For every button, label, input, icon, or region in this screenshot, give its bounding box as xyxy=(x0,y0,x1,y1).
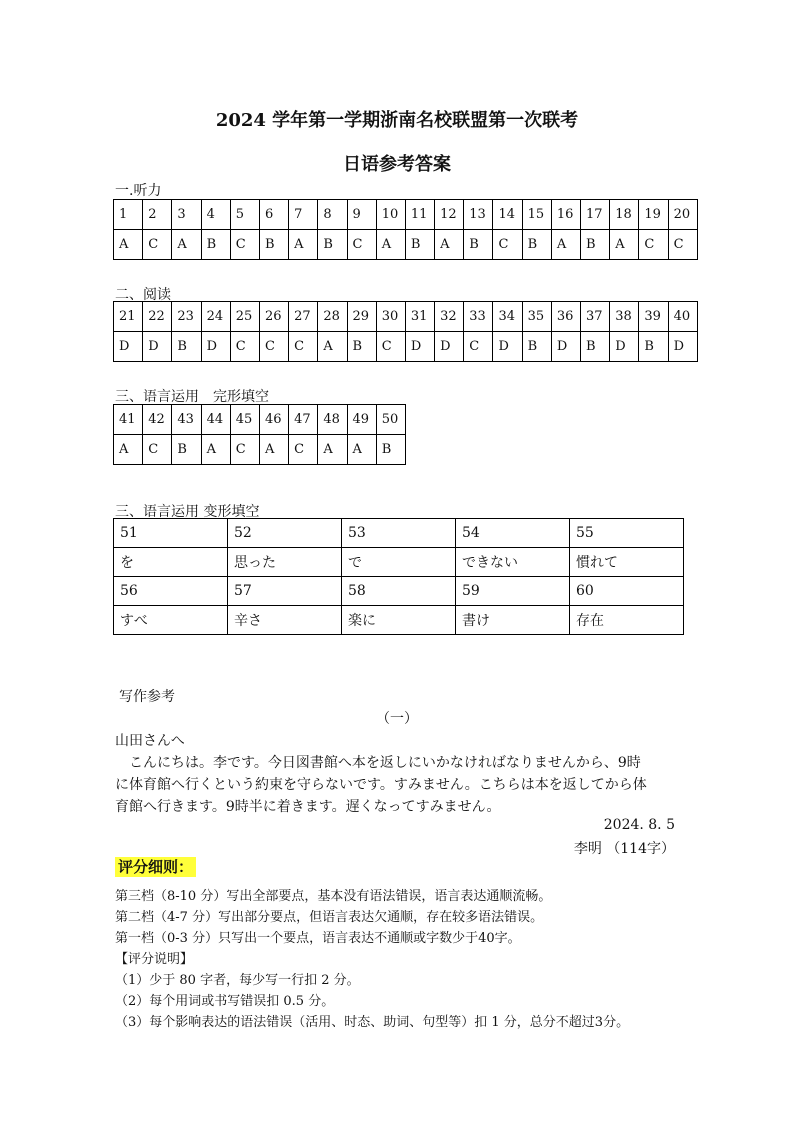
transform-question-number: 55 xyxy=(570,519,684,548)
transform-answer-cell: で xyxy=(342,548,456,577)
cloze-answer-cell: A xyxy=(259,435,288,465)
cloze-answer-table xyxy=(113,404,406,465)
transform-answer-cell: 存在 xyxy=(570,606,684,635)
reading-question-number: 30 xyxy=(376,302,405,332)
scoring-line-1: 第三档（8-10 分）写出全部要点，基本没有语法错误，语言表达通顺流畅。 xyxy=(115,889,552,904)
reading-question-number: 38 xyxy=(610,302,639,332)
transform-answer-table xyxy=(113,518,684,635)
cloze-answer-cell: C xyxy=(230,435,259,465)
cloze-question-number: 44 xyxy=(201,405,230,435)
section-cloze-label: 三、语言运用 完形填空 xyxy=(115,389,269,405)
cloze-question-number: 41 xyxy=(114,405,143,435)
section-transform-label: 三、语言运用 变形填空 xyxy=(115,504,260,520)
reading-answer-cell: D xyxy=(493,332,522,362)
scoring-line-6: （2）每个用词或书写错误扣 0.5 分。 xyxy=(115,994,335,1009)
letter-salutation: 山田さんへ xyxy=(115,733,185,749)
scoring-line-7: （3）每个影响表达的语法错误（活用、时态、助词、句型等）扣 1 分，总分不超过3分。 xyxy=(115,1015,630,1030)
listening-answer-cell: C xyxy=(639,230,668,260)
listening-question-number: 7 xyxy=(289,200,318,230)
transform-answer-cell: 書け xyxy=(456,606,570,635)
listening-answer-cell: A xyxy=(289,230,318,260)
reading-question-number: 29 xyxy=(347,302,376,332)
reading-question-number: 33 xyxy=(464,302,493,332)
section-reading-label: 二、阅读 xyxy=(115,287,171,303)
transform-question-number: 51 xyxy=(114,519,228,548)
scoring-heading-text: 评分细则： xyxy=(115,857,196,877)
listening-question-number: 4 xyxy=(201,200,230,230)
letter-line-3: 育館へ行きます。9時半に着きます。遅くなってすみません。 xyxy=(115,799,501,815)
listening-answer-cell: B xyxy=(522,230,551,260)
reading-answer-cell: C xyxy=(259,332,288,362)
transform-question-number: 60 xyxy=(570,577,684,606)
listening-answer-cell: A xyxy=(610,230,639,260)
cloze-answer-cell: B xyxy=(376,435,405,465)
reading-question-number: 35 xyxy=(522,302,551,332)
reading-answer-row xyxy=(114,332,698,362)
writing-label: 写作参考 xyxy=(119,689,175,705)
cloze-answer-cell: A xyxy=(201,435,230,465)
reading-question-number: 34 xyxy=(493,302,522,332)
reading-question-number: 31 xyxy=(405,302,434,332)
cloze-question-number: 47 xyxy=(289,405,318,435)
cloze-question-number: 46 xyxy=(259,405,288,435)
cloze-number-row xyxy=(114,405,406,435)
listening-question-number: 19 xyxy=(639,200,668,230)
listening-question-number: 20 xyxy=(668,200,697,230)
listening-question-number: 11 xyxy=(405,200,434,230)
writing-number: （一） xyxy=(376,711,418,727)
reading-question-number: 24 xyxy=(201,302,230,332)
listening-question-number: 17 xyxy=(581,200,610,230)
reading-question-number: 36 xyxy=(551,302,580,332)
letter-line-2: に体育館へ行くという約束を守らないです。すみません。こちらは本を返してから体 xyxy=(115,777,647,793)
transform-question-number: 52 xyxy=(228,519,342,548)
cloze-question-number: 49 xyxy=(347,405,376,435)
transform-answer-cell: を xyxy=(114,548,228,577)
transform-question-number: 56 xyxy=(114,577,228,606)
scoring-line-5: （1）少于 80 字者，每少写一行扣 2 分。 xyxy=(115,973,360,988)
transform-question-number: 54 xyxy=(456,519,570,548)
cloze-answer-row xyxy=(114,435,406,465)
reading-number-row xyxy=(114,302,698,332)
listening-question-number: 6 xyxy=(259,200,288,230)
transform-answer-cell: すべ xyxy=(114,606,228,635)
listening-answer-cell: B xyxy=(405,230,434,260)
listening-answer-table xyxy=(113,199,698,260)
transform-answer-cell: 楽に xyxy=(342,606,456,635)
listening-question-number: 8 xyxy=(318,200,347,230)
transform-question-number: 57 xyxy=(228,577,342,606)
reading-answer-cell: D xyxy=(610,332,639,362)
listening-answer-cell: A xyxy=(435,230,464,260)
listening-answer-cell: B xyxy=(318,230,347,260)
listening-question-number: 18 xyxy=(610,200,639,230)
listening-question-number: 16 xyxy=(551,200,580,230)
cloze-answer-cell: A xyxy=(318,435,347,465)
cloze-question-number: 45 xyxy=(230,405,259,435)
cloze-question-number: 42 xyxy=(143,405,172,435)
listening-number-row xyxy=(114,200,698,230)
listening-answer-cell: C xyxy=(493,230,522,260)
scoring-line-4: 【评分说明】 xyxy=(115,952,194,967)
cloze-answer-cell: C xyxy=(143,435,172,465)
page-title: 2024 学年第一学期浙南名校联盟第一次联考 xyxy=(215,110,579,131)
section-listening-label: 一.听力 xyxy=(115,183,162,199)
listening-question-number: 1 xyxy=(114,200,143,230)
cloze-question-number: 43 xyxy=(172,405,201,435)
reading-answer-cell: C xyxy=(289,332,318,362)
listening-answer-cell: B xyxy=(581,230,610,260)
listening-answer-cell: A xyxy=(376,230,405,260)
listening-answer-cell: A xyxy=(551,230,580,260)
listening-answer-cell: C xyxy=(230,230,259,260)
transform-answer-cell: 思った xyxy=(228,548,342,577)
listening-answer-cell: B xyxy=(201,230,230,260)
listening-answer-cell: B xyxy=(259,230,288,260)
reading-question-number: 28 xyxy=(318,302,347,332)
reading-answer-cell: B xyxy=(522,332,551,362)
listening-answer-cell: C xyxy=(668,230,697,260)
reading-question-number: 27 xyxy=(289,302,318,332)
reading-answer-cell: D xyxy=(114,332,143,362)
reading-answer-cell: B xyxy=(347,332,376,362)
listening-question-number: 3 xyxy=(172,200,201,230)
page-subtitle: 日语参考答案 xyxy=(343,154,451,175)
listening-answer-cell: B xyxy=(464,230,493,260)
scoring-heading xyxy=(115,856,196,877)
reading-question-number: 32 xyxy=(435,302,464,332)
transform-question-number: 59 xyxy=(456,577,570,606)
reading-answer-cell: C xyxy=(230,332,259,362)
reading-answer-cell: D xyxy=(435,332,464,362)
transform-question-number: 58 xyxy=(342,577,456,606)
scoring-line-3: 第一档（0-3 分）只写出一个要点，语言表达不通顺或字数少于40字。 xyxy=(115,931,521,946)
reading-answer-cell: D xyxy=(668,332,697,362)
letter-signature: 李明 （114字） xyxy=(573,841,675,857)
cloze-answer-cell: A xyxy=(347,435,376,465)
cloze-answer-cell: C xyxy=(289,435,318,465)
reading-answer-cell: B xyxy=(172,332,201,362)
listening-answer-cell: A xyxy=(172,230,201,260)
letter-date: 2024. 8. 5 xyxy=(603,817,675,833)
cloze-question-number: 48 xyxy=(318,405,347,435)
listening-question-number: 14 xyxy=(493,200,522,230)
cloze-answer-cell: B xyxy=(172,435,201,465)
letter-line-1: こんにちは。李です。今日図書館へ本を返しにいかなければなりませんから、9時 xyxy=(115,755,641,771)
reading-answer-cell: A xyxy=(318,332,347,362)
listening-question-number: 2 xyxy=(143,200,172,230)
transform-answer-cell: 慣れて xyxy=(570,548,684,577)
reading-answer-cell: C xyxy=(464,332,493,362)
reading-answer-cell: D xyxy=(201,332,230,362)
reading-question-number: 26 xyxy=(259,302,288,332)
reading-answer-cell: B xyxy=(639,332,668,362)
transform-number-row xyxy=(114,519,684,548)
listening-answer-cell: C xyxy=(143,230,172,260)
cloze-question-number: 50 xyxy=(376,405,405,435)
reading-question-number: 23 xyxy=(172,302,201,332)
reading-question-number: 37 xyxy=(581,302,610,332)
reading-answer-cell: D xyxy=(551,332,580,362)
transform-number-row xyxy=(114,577,684,606)
listening-question-number: 12 xyxy=(435,200,464,230)
reading-question-number: 39 xyxy=(639,302,668,332)
transform-answer-row xyxy=(114,606,684,635)
listening-question-number: 5 xyxy=(230,200,259,230)
reading-question-number: 25 xyxy=(230,302,259,332)
transform-answer-cell: 辛さ xyxy=(228,606,342,635)
transform-answer-cell: できない xyxy=(456,548,570,577)
listening-answer-row xyxy=(114,230,698,260)
listening-answer-cell: A xyxy=(114,230,143,260)
listening-question-number: 13 xyxy=(464,200,493,230)
scoring-line-2: 第二档（4-7 分）写出部分要点，但语言表达欠通顺，存在较多语法错误。 xyxy=(115,910,544,925)
reading-answer-cell: B xyxy=(581,332,610,362)
listening-question-number: 9 xyxy=(347,200,376,230)
cloze-answer-cell: A xyxy=(114,435,143,465)
transform-answer-row xyxy=(114,548,684,577)
reading-question-number: 22 xyxy=(143,302,172,332)
listening-question-number: 10 xyxy=(376,200,405,230)
listening-answer-cell: C xyxy=(347,230,376,260)
transform-question-number: 53 xyxy=(342,519,456,548)
reading-question-number: 40 xyxy=(668,302,697,332)
reading-answer-cell: D xyxy=(405,332,434,362)
reading-answer-cell: C xyxy=(376,332,405,362)
listening-question-number: 15 xyxy=(522,200,551,230)
reading-question-number: 21 xyxy=(114,302,143,332)
reading-answer-table xyxy=(113,301,698,362)
reading-answer-cell: D xyxy=(143,332,172,362)
